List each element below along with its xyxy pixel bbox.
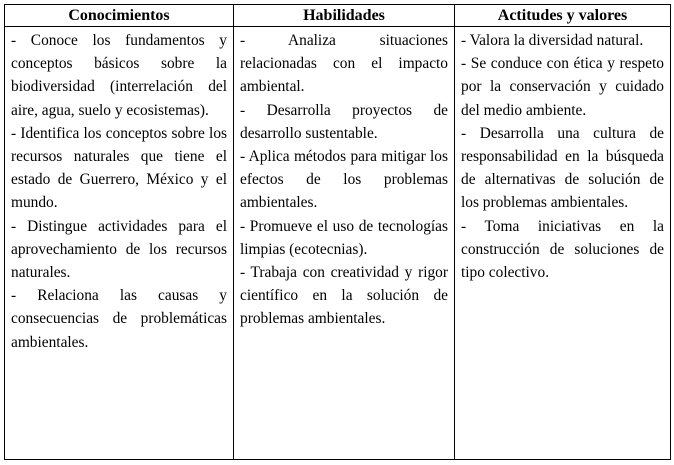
- habilidad-item: - Trabaja con creatividad y rigor científico en la solución de problemas ambientales.: [240, 264, 448, 328]
- competencies-table: [4, 4, 671, 460]
- habilidad-item: - Desarrolla proyectos de desarrollo sustentable.: [240, 101, 448, 142]
- header-row: [5, 5, 671, 27]
- header-conocimientos: Conocimientos: [5, 5, 234, 27]
- actitud-item: - Toma iniciativas en la construcción de soluciones de tipo colectivo.: [461, 217, 664, 282]
- conocimiento-item: - Distingue actividades para el aprovechamiento de los recursos naturales.: [11, 217, 227, 282]
- header-habilidades: Habilidades: [234, 5, 455, 27]
- header-actitudes-valores: Actitudes y valores: [455, 5, 671, 27]
- conocimiento-item: - Relaciona las causas y consecuencias de problemáticas ambientales.: [11, 287, 227, 351]
- conocimientos-cell: [5, 27, 234, 460]
- actitud-item: - Se conduce con ética y respeto por la conservación y cuidado del medio ambiente.: [461, 55, 664, 119]
- habilidad-item: - Aplica métodos para mitigar los efectos de los problemas ambientales.: [240, 148, 448, 212]
- habilidad-item: - Promueve el uso de tecnologías limpias (ecotecnias).: [240, 217, 448, 258]
- habilidad-item: - Analiza situaciones relacionadas con el impacto ambiental.: [240, 32, 448, 96]
- actitud-item: - Valora la diversidad natural.: [461, 32, 644, 49]
- content-row: [5, 27, 671, 460]
- conocimiento-item: - Identifica los conceptos sobre los recursos naturales que tiene el estado de Guerrero, México y el mundo.: [11, 124, 227, 212]
- habilidades-cell: [234, 27, 455, 460]
- actitud-item: - Desarrolla una cultura de responsabilidad en la búsqueda de alternativas de solución de los problemas ambientales.: [461, 124, 664, 212]
- actitudes-valores-cell: [455, 27, 671, 460]
- conocimiento-item: - Conoce los fundamentos y conceptos básicos sobre la biodiversidad (interrelación del aire, agua, suelo y ecosistemas).: [11, 32, 227, 119]
